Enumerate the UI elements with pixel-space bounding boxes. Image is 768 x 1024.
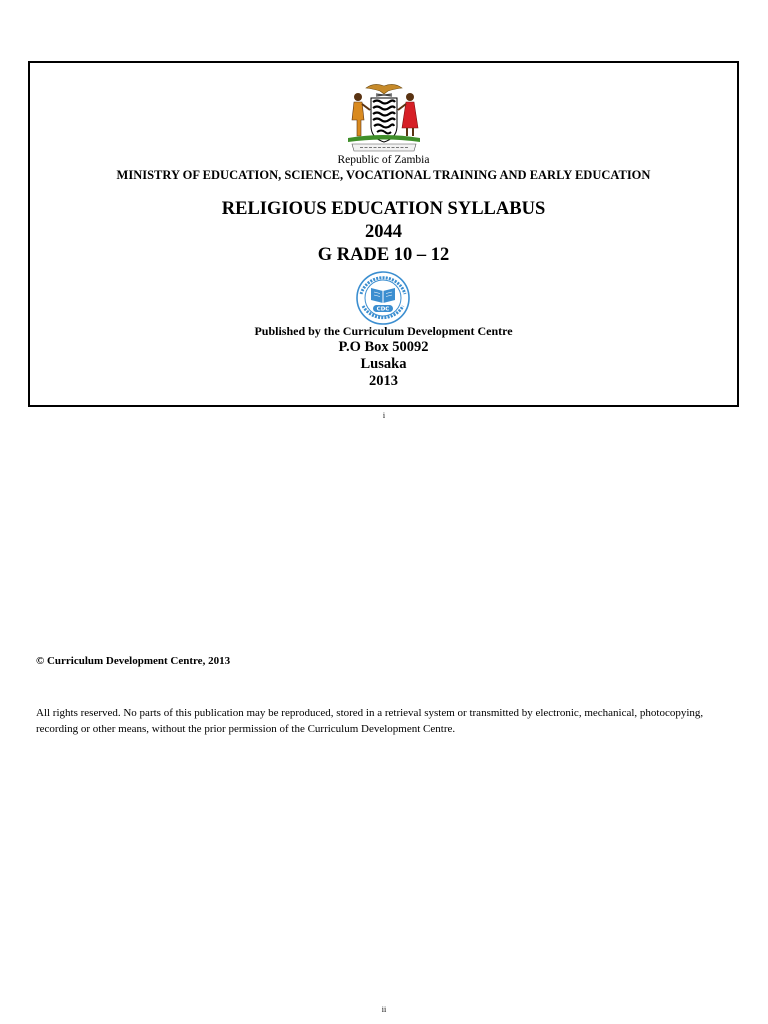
- syllabus-code: 2044: [365, 222, 402, 242]
- publisher-line: Published by the Curriculum Development Centre: [254, 324, 513, 338]
- syllabus-grade: G RADE 10 – 12: [317, 245, 450, 265]
- rights-statement: All rights reserved. No parts of this publication may be reproduced, stored in a retrieval system or transmitted by electronic, mechanical, photocopying, recording or other means, without the prior permission of the Curriculum Development Centre.: [36, 707, 704, 735]
- page-number: ii: [381, 1005, 387, 1014]
- svg-text:CDC: CDC: [376, 306, 390, 313]
- zambia-coat-of-arms-icon: [344, 80, 424, 154]
- country-name: Republic of Zambia: [337, 154, 430, 166]
- ministry-name: MINISTRY OF EDUCATION, SCIENCE, VOCATIONAL TRAINING AND EARLY EDUCATION: [116, 168, 651, 182]
- publication-year: 2013: [369, 373, 398, 389]
- publisher-city: Lusaka: [360, 356, 407, 372]
- cdc-logo-icon: [349, 270, 417, 326]
- page-number: i: [382, 411, 386, 420]
- publisher-po-box: P.O Box 50092: [338, 339, 429, 355]
- syllabus-title: RELIGIOUS EDUCATION SYLLABUS: [221, 199, 546, 219]
- copyright-notice: © Curriculum Development Centre, 2013: [36, 655, 231, 667]
